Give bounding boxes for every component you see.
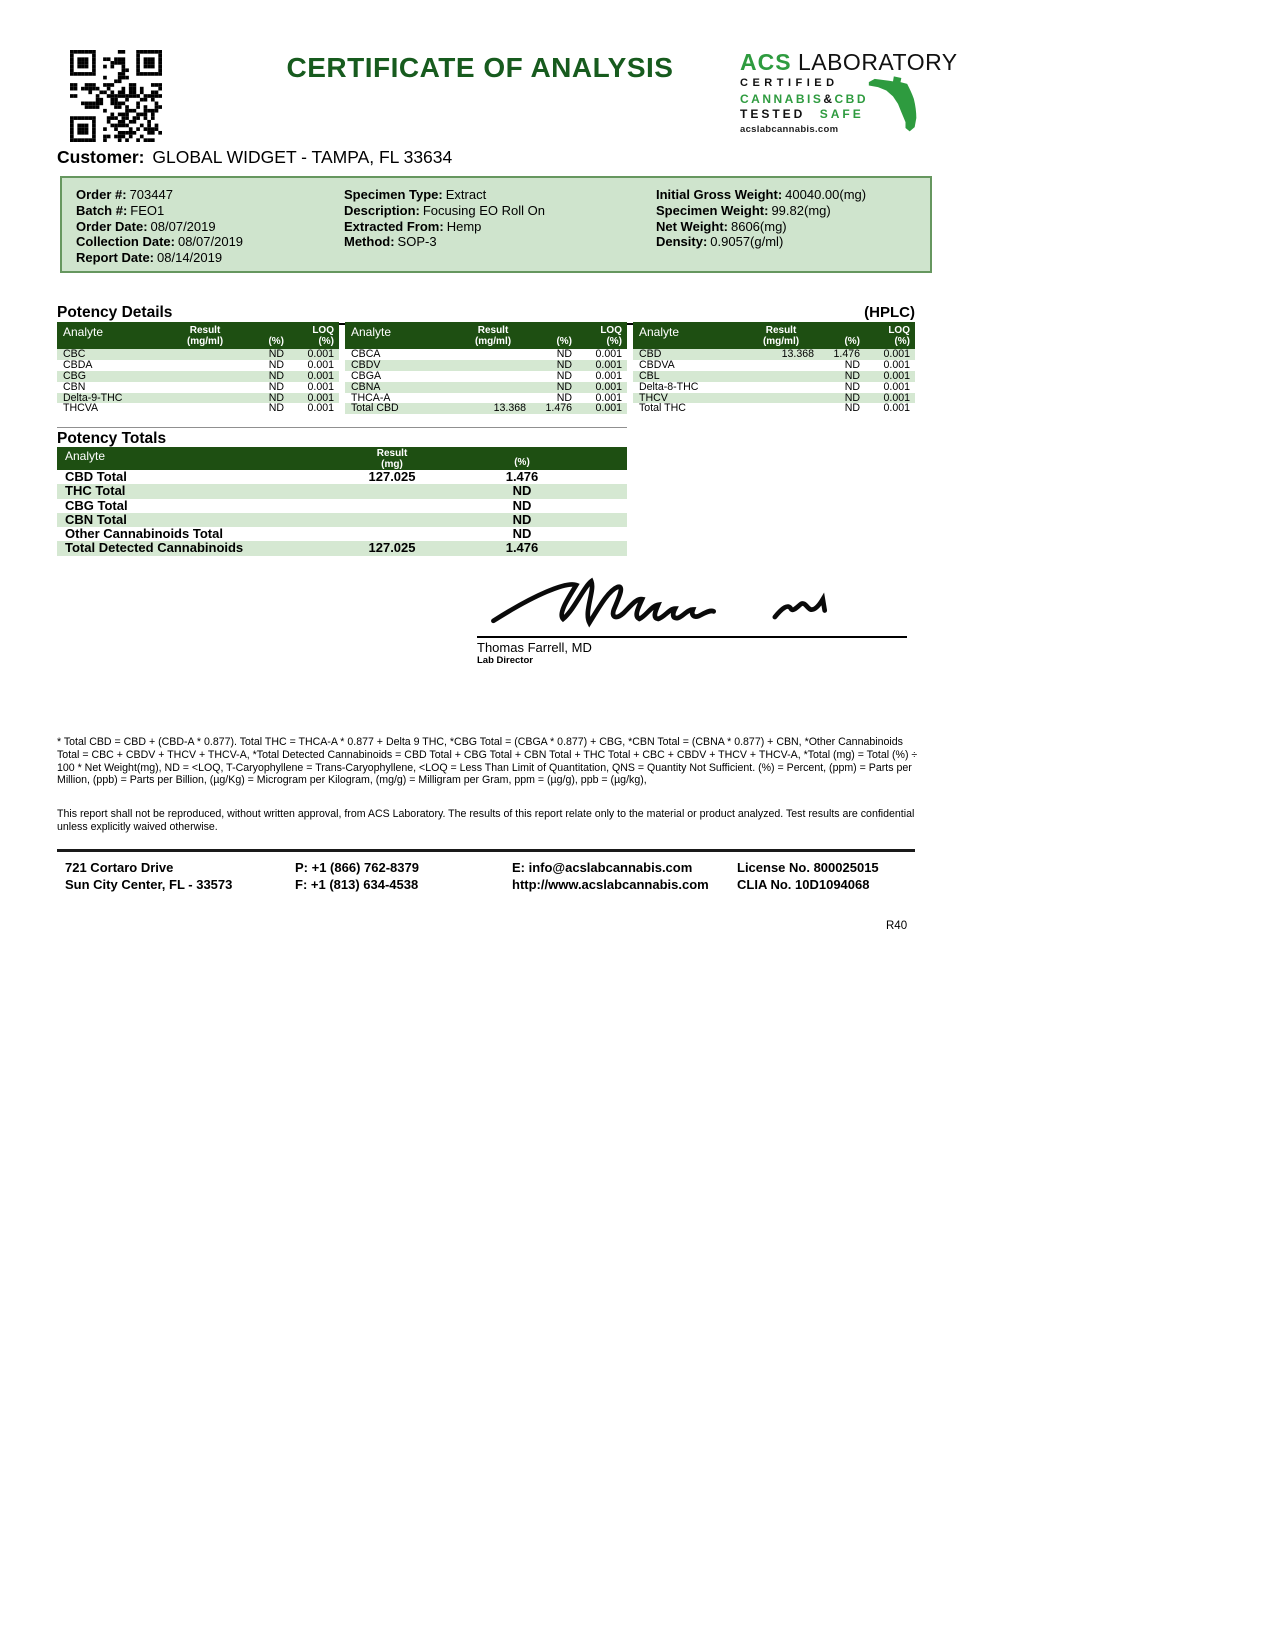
- cell-result: [327, 513, 457, 527]
- footer-line: Sun City Center, FL - 33573: [65, 876, 233, 892]
- info-field: [344, 234, 545, 250]
- field-label: Specimen Weight:: [656, 202, 769, 218]
- column-header-loq: [284, 324, 334, 347]
- field-label: Description:: [344, 202, 420, 218]
- result-unit-label: (mg/ml): [762, 336, 800, 347]
- potency-details-tables: [57, 322, 915, 414]
- field-value: Hemp: [446, 218, 482, 234]
- cell-pct: ND: [556, 369, 572, 382]
- cell-loq: 0.001: [883, 348, 910, 360]
- table-row: [57, 371, 339, 382]
- cell-result: [460, 371, 526, 382]
- cell-result: [327, 484, 457, 498]
- order-info-column-3: [656, 187, 866, 250]
- field-value: SOP-3: [397, 234, 437, 250]
- field-label: Method:: [344, 234, 395, 250]
- potency-details-table: [57, 322, 339, 414]
- cell-analyte: Delta-9-THC: [63, 392, 123, 404]
- signature-line: [477, 636, 907, 638]
- potency-details-title: Potency Details: [57, 304, 173, 321]
- cell-result: [460, 349, 526, 360]
- result-label: Result: [376, 448, 408, 459]
- table-row: [345, 360, 627, 371]
- field-value: 08/07/2019: [150, 218, 216, 234]
- cell-result: [460, 382, 526, 393]
- cell-result: [460, 360, 526, 371]
- table-header: [345, 322, 627, 349]
- cell-loq: 0.001: [883, 402, 910, 415]
- table-row: [633, 382, 915, 393]
- divider-line: [57, 427, 627, 428]
- cell-result: [172, 360, 238, 371]
- footer-line: 721 Cortaro Drive: [65, 860, 174, 875]
- table-row: [345, 349, 627, 360]
- table-row: [345, 393, 627, 404]
- customer-label: Customer:: [57, 147, 145, 167]
- cell-loq: 0.001: [883, 369, 910, 382]
- field-label: Extracted From:: [344, 218, 444, 234]
- field-value: Extract: [445, 187, 487, 202]
- field-value: 08/14/2019: [157, 250, 223, 266]
- cell-loq: 0.001: [595, 380, 622, 393]
- cell-pct: ND: [556, 391, 572, 404]
- field-value: FEO1: [130, 202, 165, 218]
- loq-label: LOQ: [312, 325, 334, 336]
- cell-result: [748, 371, 814, 382]
- cell-analyte: CBG Total: [65, 497, 128, 513]
- page-reference: R40: [886, 920, 908, 932]
- table-header: [57, 322, 339, 349]
- column-header-analyte: Analyte: [639, 325, 680, 339]
- column-header-percent: (%): [556, 336, 572, 347]
- result-unit-label: (mg): [381, 458, 403, 470]
- field-value: 8606(mg): [730, 218, 787, 234]
- signer-name: Thomas Farrell, MD: [477, 640, 592, 655]
- customer-line: [57, 147, 452, 168]
- footer-line: License No. 800025015: [737, 860, 879, 875]
- cell-analyte: CBDV: [351, 359, 381, 371]
- loq-label: LOQ: [888, 325, 910, 336]
- cell-pct: ND: [556, 358, 572, 371]
- cell-pct: ND: [268, 402, 284, 415]
- logo-cbd-word: CBD: [834, 91, 869, 106]
- table-row: [57, 360, 339, 371]
- cell-result: [172, 349, 238, 360]
- result-unit-label: (mg/ml): [186, 336, 224, 347]
- cell-pct: 1.476: [505, 540, 539, 556]
- table-row: [57, 470, 627, 484]
- cell-pct: ND: [844, 358, 860, 371]
- field-value: 40040.00(mg): [785, 187, 867, 202]
- cell-pct: ND: [268, 358, 284, 371]
- table-row: [345, 403, 627, 414]
- cell-analyte: CBC: [63, 349, 86, 360]
- cell-loq: 0.001: [883, 358, 910, 371]
- table-row: [633, 349, 915, 360]
- cell-result: [748, 360, 814, 371]
- cell-pct: ND: [556, 380, 572, 393]
- signer-title: Lab Director: [477, 655, 533, 666]
- cell-result: [748, 393, 814, 404]
- field-label: Batch #:: [76, 202, 128, 218]
- footer-address: [65, 860, 232, 893]
- info-field: [656, 219, 866, 235]
- potency-totals-table: [57, 447, 627, 556]
- cell-analyte: CBGA: [351, 370, 382, 382]
- cell-analyte: THCA-A: [351, 392, 391, 404]
- footer-divider: [57, 849, 915, 852]
- cell-result: [172, 371, 238, 382]
- table-row: [57, 499, 627, 513]
- table-row: [345, 382, 627, 393]
- footer-line: P: +1 (866) 762-8379: [295, 860, 419, 875]
- cell-result: 127.025: [368, 540, 416, 556]
- cell-result: 13.368: [493, 402, 526, 415]
- cell-pct: ND: [556, 348, 572, 360]
- cell-loq: 0.001: [595, 369, 622, 382]
- table-row: [57, 527, 627, 541]
- cell-loq: 0.001: [307, 391, 334, 404]
- footer-line: F: +1 (813) 634-4538: [295, 876, 419, 892]
- cell-analyte: Total Detected Cannabinoids: [65, 540, 244, 556]
- cell-analyte: THCV: [639, 392, 668, 404]
- table-row: [57, 382, 339, 393]
- footer-line: http://www.acslabcannabis.com: [512, 876, 709, 892]
- info-field: [76, 219, 243, 235]
- info-field: [76, 203, 243, 219]
- field-label: Report Date:: [76, 250, 155, 266]
- table-row: [633, 371, 915, 382]
- cell-analyte: CBD Total: [65, 469, 127, 484]
- customer-value: GLOBAL WIDGET - TAMPA, FL 33634: [152, 147, 453, 167]
- cell-result: 127.025: [368, 469, 416, 484]
- field-value: 99.82(mg): [771, 202, 831, 218]
- table-row: [633, 403, 915, 414]
- cell-loq: 0.001: [307, 402, 334, 415]
- cell-loq: 0.001: [595, 391, 622, 404]
- field-label: Specimen Type:: [344, 187, 443, 202]
- cell-pct: ND: [512, 483, 532, 499]
- table-header: [633, 322, 915, 349]
- table-row: [57, 393, 339, 404]
- result-label: Result: [765, 325, 797, 336]
- cell-analyte: CBDA: [63, 359, 93, 371]
- field-value: 0.9057(g/ml): [710, 234, 784, 250]
- florida-map-icon: [868, 70, 918, 136]
- info-field: [344, 203, 545, 219]
- info-field: [656, 234, 866, 250]
- result-label: Result: [477, 325, 509, 336]
- column-header-percent: (%): [844, 336, 860, 347]
- cell-analyte: Total CBD: [351, 403, 399, 415]
- cell-loq: 0.001: [595, 358, 622, 371]
- cell-pct: ND: [512, 497, 532, 513]
- cell-analyte: THCVA: [63, 403, 99, 415]
- logo-certified-text: CERTIFIED: [740, 77, 839, 90]
- cell-pct: ND: [844, 369, 860, 382]
- loq-label: LOQ: [600, 325, 622, 336]
- column-header-loq: [572, 324, 622, 347]
- cell-loq: 0.001: [307, 358, 334, 371]
- cell-analyte: CBN: [63, 381, 86, 393]
- table-row: [57, 513, 627, 527]
- potency-details-table: [345, 322, 627, 414]
- order-info-box: [60, 176, 932, 273]
- cell-result: [327, 499, 457, 513]
- cell-result: [748, 382, 814, 393]
- loq-unit-label: (%): [606, 336, 622, 347]
- field-label: Order Date:: [76, 218, 148, 234]
- logo-website-text: acslabcannabis.com: [740, 123, 839, 135]
- field-label: Density:: [656, 234, 708, 250]
- cell-analyte: CBDVA: [639, 359, 675, 371]
- table-row: [345, 371, 627, 382]
- result-unit-label: (mg/ml): [474, 336, 512, 347]
- result-label: Result: [189, 325, 221, 336]
- cell-loq: 0.001: [307, 369, 334, 382]
- hplc-method-label: (HPLC): [864, 304, 915, 321]
- qr-code-icon: [70, 50, 162, 142]
- table-header: [57, 447, 627, 470]
- loq-unit-label: (%): [318, 336, 334, 347]
- logo-tested-word: TESTED: [740, 107, 806, 122]
- table-row: [57, 541, 627, 555]
- column-header-analyte: Analyte: [63, 325, 104, 339]
- field-label: Net Weight:: [656, 218, 728, 234]
- cell-result: [172, 393, 238, 404]
- info-field: [656, 187, 866, 203]
- cell-pct: ND: [268, 380, 284, 393]
- column-header-result: [748, 324, 814, 347]
- cell-loq: 0.001: [883, 380, 910, 393]
- loq-unit-label: (%): [894, 336, 910, 347]
- column-header-result: [172, 324, 238, 347]
- table-row: [633, 360, 915, 371]
- logo-safe-word: SAFE: [819, 107, 864, 122]
- cell-result: 13.368: [781, 348, 814, 360]
- table-row: [57, 349, 339, 360]
- cell-pct: ND: [268, 391, 284, 404]
- cell-pct: ND: [512, 511, 532, 527]
- footer-phone: [295, 860, 419, 893]
- potency-details-table: [633, 322, 915, 414]
- logo-cannabis-word: CANNABIS: [740, 91, 824, 106]
- field-label: Initial Gross Weight:: [656, 187, 783, 202]
- table-row: [57, 403, 339, 414]
- column-header-analyte: Analyte: [65, 449, 106, 463]
- cell-pct: ND: [512, 526, 532, 542]
- field-value: Focusing EO Roll On: [422, 202, 545, 218]
- cell-loq: 0.001: [595, 402, 622, 415]
- cell-result: [327, 527, 457, 541]
- column-header-percent: (%): [514, 457, 530, 468]
- signature-scribble: [480, 570, 872, 634]
- logo-ampersand: &: [823, 91, 835, 106]
- cell-analyte: CBL: [639, 370, 660, 382]
- cell-loq: 0.001: [883, 391, 910, 404]
- column-header-percent: (%): [268, 336, 284, 347]
- footer-line: CLIA No. 10D1094068: [737, 876, 870, 892]
- cell-loq: 0.001: [595, 348, 622, 360]
- cell-pct: 1.476: [505, 469, 539, 484]
- field-value: 703447: [129, 187, 173, 202]
- footnotes-text: * Total CBD = CBD + (CBD-A * 0.877). Total THC = THCA-A * 0.877 + Delta 9 THC, *CBG Total = (CBGA * 0.877) + CBG, *CBN Total = (CBNA * 0.877) + CBN, *Other Cannabinoids Total = CBC + CBDV + THCV + THCV-A, *Total Detected Cannabinoids = CBD Total + CBG Total + CBN Total + THC Total + CBC + CBDV + THCV + THCV-A, *Total (mg) = Total (%) ÷ 100 * Net Weight(mg), ND = <LOQ, T-Caryophyllene = Trans-Caryophyllene, <LOQ = Less Than Limit of Quantitation, QNS = Quantity Not Sufficient. (%) = Percent, (ppm) = Parts per Million, (ppb) = Parts per Billion, (µg/Kg) = Microgram per Kilogram, (mg/g) = Milligram per Gram, ppm = (µg/g), ppb = (µg/kg),: [57, 736, 918, 787]
- field-label: Order #:: [76, 187, 127, 202]
- info-field: [344, 187, 545, 203]
- info-field: [76, 187, 243, 203]
- cell-analyte: Total THC: [639, 403, 686, 415]
- cell-loq: 0.001: [307, 348, 334, 360]
- cell-pct: ND: [268, 369, 284, 382]
- page-title: CERTIFICATE OF ANALYSIS: [286, 52, 674, 83]
- disclaimer-text: This report shall not be reproduced, without written approval, from ACS Laboratory. The results of this report relate only to the material or product analyzed. Test results are confidential unless explicitly waived otherwise.: [57, 808, 915, 833]
- table-row: [57, 484, 627, 498]
- logo-acs-text: ACS: [740, 49, 792, 75]
- order-info-column-1: [76, 187, 243, 266]
- cell-loq: 0.001: [307, 380, 334, 393]
- cell-analyte: CBCA: [351, 349, 381, 360]
- cell-analyte: CBD: [639, 349, 662, 360]
- cell-result: [172, 403, 238, 414]
- cell-result: [172, 382, 238, 393]
- cell-pct: 1.476: [545, 402, 572, 415]
- field-value: 08/07/2019: [177, 234, 244, 250]
- cell-result: [748, 403, 814, 414]
- column-header-loq: [860, 324, 910, 347]
- cell-analyte: Other Cannabinoids Total: [65, 526, 223, 542]
- cell-analyte: CBG: [63, 370, 86, 382]
- cell-pct: 1.476: [833, 348, 860, 360]
- cell-analyte: CBN Total: [65, 511, 127, 527]
- column-header-analyte: Analyte: [351, 325, 392, 339]
- order-info-column-2: [344, 187, 545, 250]
- cell-analyte: CBNA: [351, 381, 381, 393]
- cell-pct: ND: [268, 348, 284, 360]
- cell-analyte: Delta-8-THC: [639, 381, 699, 393]
- cell-pct: ND: [844, 391, 860, 404]
- info-field: [344, 219, 545, 235]
- column-header-result: [460, 324, 526, 347]
- info-field: [656, 203, 866, 219]
- footer-line: E: info@acslabcannabis.com: [512, 860, 693, 875]
- info-field: [76, 234, 243, 250]
- cell-pct: ND: [844, 402, 860, 415]
- cell-pct: ND: [844, 380, 860, 393]
- footer-license: [737, 860, 879, 893]
- field-label: Collection Date:: [76, 234, 175, 250]
- table-row: [633, 393, 915, 404]
- footer-contact: [512, 860, 709, 893]
- column-header-result: [327, 449, 457, 468]
- cell-analyte: THC Total: [65, 483, 126, 499]
- logo-laboratory-text: LABORATORY: [797, 49, 958, 75]
- potency-totals-title: Potency Totals: [57, 430, 167, 447]
- info-field: [76, 250, 243, 266]
